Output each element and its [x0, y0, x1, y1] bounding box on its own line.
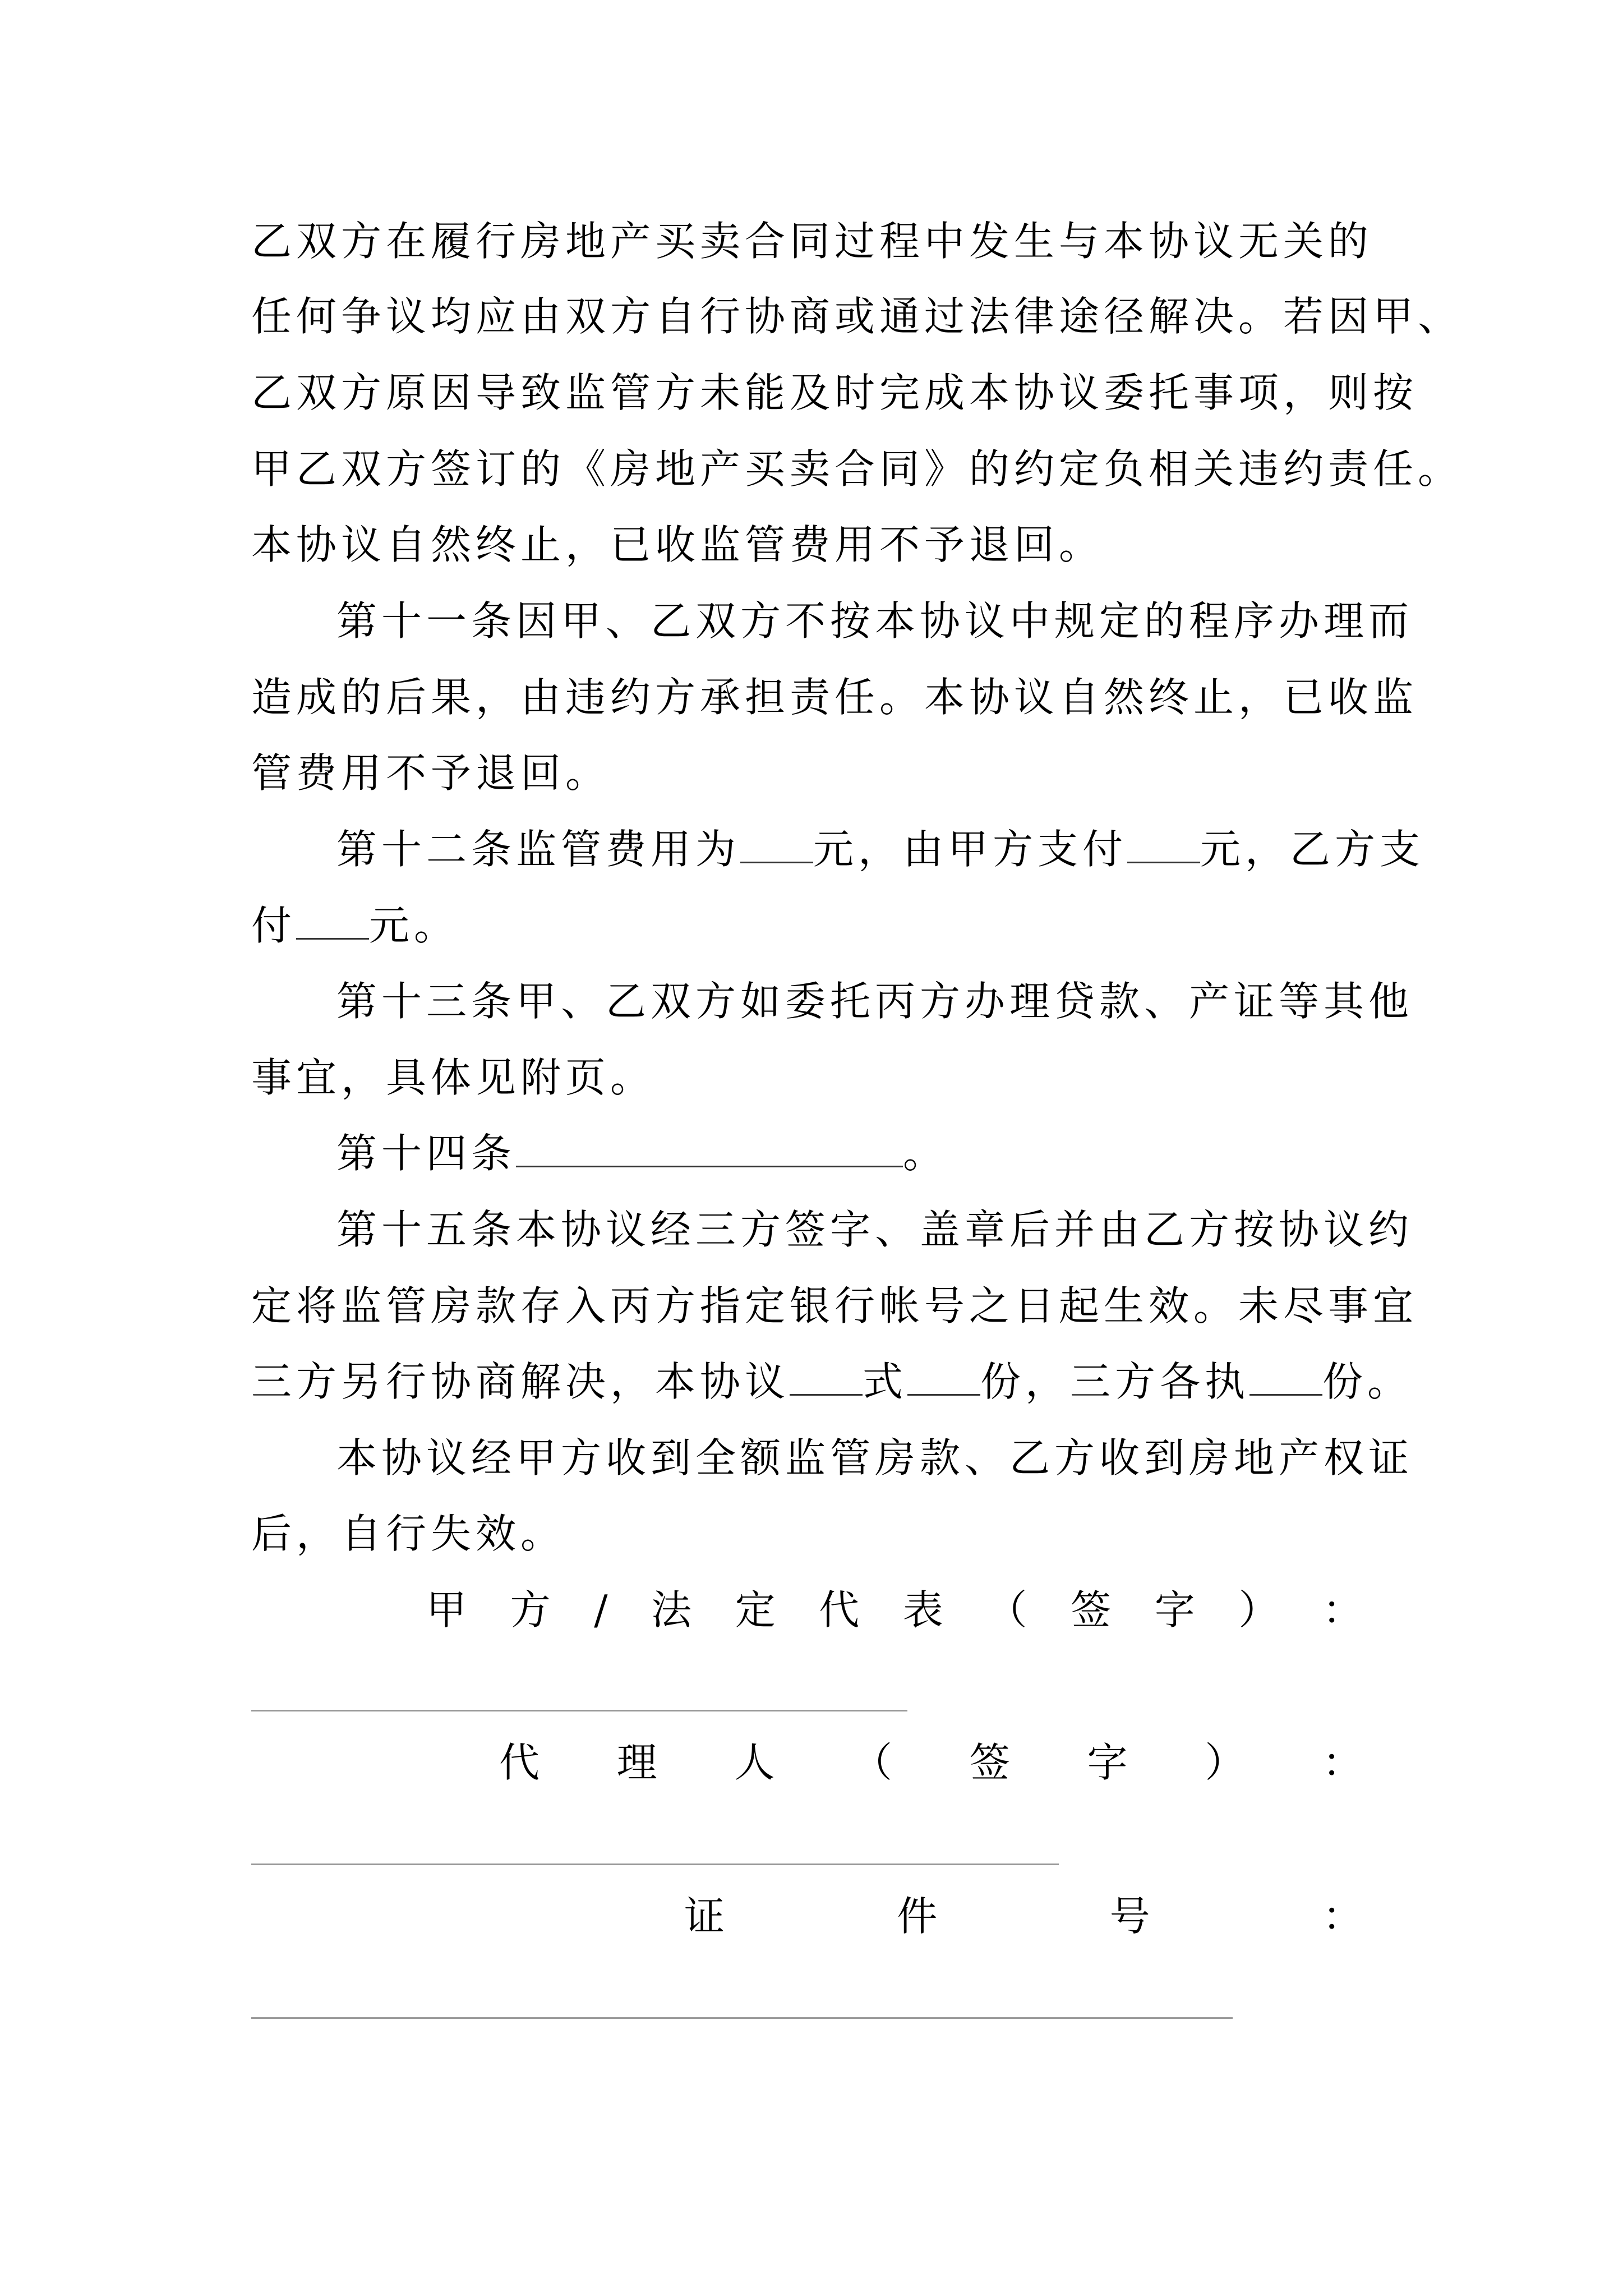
article-15-line: 第十五条本协议经三方签字、盖章后并由乙方按协议约 — [336, 1206, 1414, 1253]
body-line: 甲乙双方签订的《房地产买卖合同》的约定负相关违约责任。 — [251, 445, 1463, 493]
article-11-line: 管费用不予退回。 — [251, 749, 611, 797]
article-15-text: 份。 — [1322, 1358, 1413, 1405]
copies-count-blank[interactable] — [907, 1355, 980, 1396]
article-12-text: 付 — [251, 902, 297, 949]
article-13-line: 第十三条甲、乙双方如委托丙方办理贷款、产证等其他 — [336, 978, 1414, 1025]
article-13-line: 事宜，具体见附页。 — [251, 1054, 656, 1101]
party-a-signature-line[interactable] — [251, 1710, 907, 1711]
fee-total-blank[interactable] — [740, 822, 813, 863]
body-line: 乙双方在履行房地产买卖合同过程中发生与本协议无关的 — [251, 218, 1373, 265]
agent-signature-line[interactable] — [251, 1864, 1059, 1865]
article-12-line — [336, 821, 1424, 877]
article-12-text: 元。 — [369, 902, 459, 949]
article-12-text: 元，由甲方支付 — [813, 826, 1128, 873]
article-15-line — [251, 1354, 1412, 1410]
id-number-label: 证 件 号 ： — [684, 1893, 1363, 1940]
body-line: 任何争议均应由双方自行协商或通过法律途径解决。若因甲、 — [251, 293, 1463, 340]
article-12-text: 元，乙方支 — [1200, 826, 1425, 873]
article-14-text: 。 — [903, 1130, 948, 1177]
copies-format-blank[interactable] — [790, 1355, 863, 1396]
party-a-signature-label: 甲 方 / 法 定 代 表 （ 签 字 ） ： — [426, 1586, 1363, 1634]
fee-party-a-blank[interactable] — [1127, 822, 1200, 863]
body-line: 本协议自然终止，已收监管费用不予退回。 — [251, 521, 1104, 568]
article-14-line — [336, 1125, 948, 1181]
article-15-text: 份，三方各执 — [980, 1358, 1250, 1405]
article-12-text: 第十二条监管费用为 — [336, 826, 741, 873]
article-15-line: 定将监管房款存入丙方指定银行帐号之日起生效。未尽事宜 — [251, 1282, 1418, 1329]
article-15-text: 式 — [863, 1358, 908, 1405]
article-14-blank[interactable] — [516, 1126, 903, 1167]
closing-line: 本协议经甲方收到全额监管房款、乙方收到房地产权证 — [336, 1434, 1414, 1481]
agent-signature-label: 代 理 人 （ 签 字 ） ： — [499, 1739, 1363, 1786]
article-11-line: 第十一条因甲、乙双方不按本协议中规定的程序办理而 — [336, 597, 1414, 645]
article-11-line: 造成的后果，由违约方承担责任。本协议自然终止，已收监 — [251, 674, 1418, 721]
article-12-line — [251, 898, 459, 954]
copies-each-blank[interactable] — [1249, 1355, 1322, 1396]
fee-party-b-blank[interactable] — [296, 899, 369, 940]
id-number-line[interactable] — [251, 2017, 1233, 2019]
body-line: 乙双方原因导致监管方未能及时完成本协议委托事项，则按 — [251, 369, 1418, 416]
article-15-text: 三方另行协商解决，本协议 — [251, 1358, 790, 1405]
article-14-text: 第十四条 — [336, 1130, 517, 1177]
closing-line: 后，自行失效。 — [251, 1510, 566, 1557]
